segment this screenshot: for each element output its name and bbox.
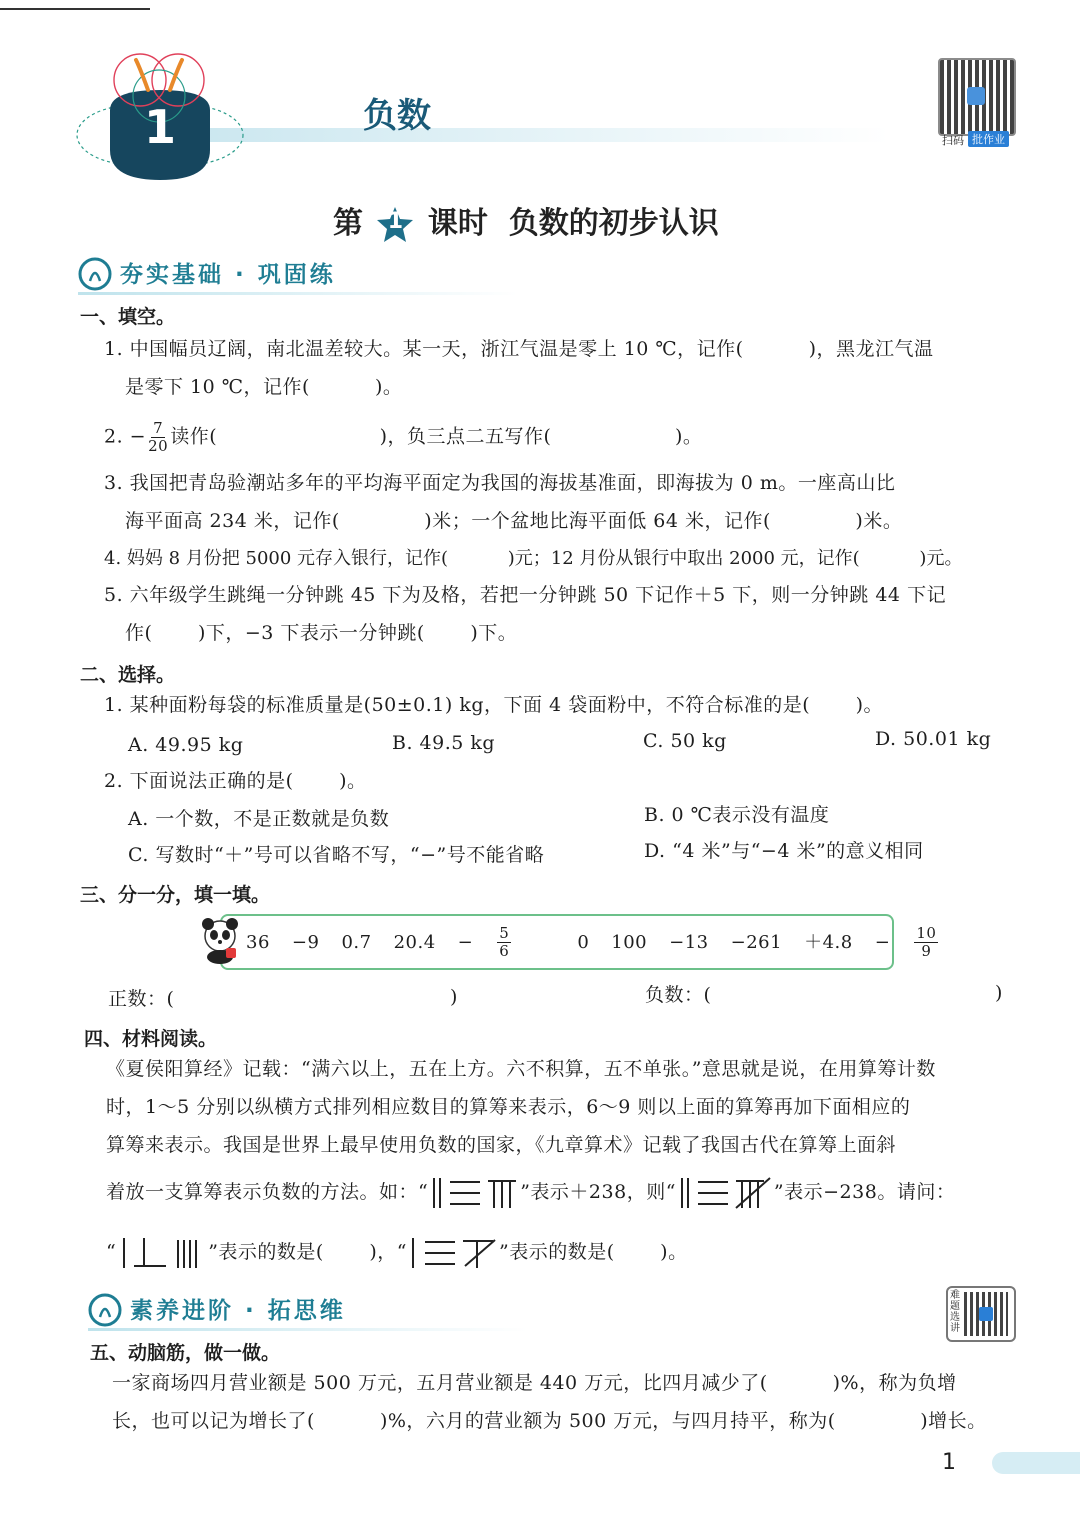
- lesson-suffix: 课时 负数的初步认识: [427, 206, 719, 241]
- part4-line5: [106, 1236, 688, 1270]
- number-list: [246, 925, 1004, 960]
- fraction-denominator: 6: [499, 942, 510, 960]
- part2-q1-option-d[interactable]: D. 50.01 kg: [875, 728, 992, 750]
- number-item: −9: [291, 931, 320, 953]
- part4-line5-b: ”表示的数是( )，“: [208, 1241, 408, 1263]
- part1-q2-prefix: 2. −: [104, 425, 147, 448]
- page-number: 1: [942, 1450, 956, 1475]
- fraction-denominator: 20: [148, 437, 169, 455]
- negative-answer-close: ): [995, 982, 1003, 1004]
- part2-heading: 二、选择。: [80, 664, 176, 686]
- lesson-number-badge: [373, 205, 417, 245]
- chapter-title: 负数: [363, 96, 431, 136]
- lesson-number: 1: [387, 208, 404, 234]
- number-item: −261: [730, 931, 783, 953]
- section-underline-2: [88, 1328, 528, 1331]
- part4-line4-a: 着放一支算筹表示负数的方法。如：“: [106, 1181, 429, 1203]
- number-item: 0.7: [341, 931, 372, 953]
- part1-q3-line1: 3. 我国把青岛验潮站多年的平均海平面定为我国的海拔基准面，即海拔为 0 m。一座高山比: [104, 472, 896, 494]
- part2-q1: 1. 某种面粉每袋的标准质量是(50±0.1) kg，下面 4 袋面粉中，不符合标准的是( )。: [104, 694, 884, 716]
- qr-scan-label: 扫码: [942, 134, 964, 147]
- part1-q2-fraction: [148, 420, 168, 455]
- part1-q1-line1: 1. 中国幅员辽阔，南北温差较大。某一天，浙江气温是零上 10 ℃，记作( )，黑龙江气温: [104, 338, 934, 360]
- part2-q1-option-c[interactable]: C. 50 kg: [643, 730, 727, 752]
- fraction-sign: −: [874, 931, 891, 953]
- section-underline: [78, 292, 518, 295]
- part4-line2: 时，1～5 分别以纵横方式排列相应数目的算筹来表示，6～9 则以上面的算筹再加下面相应的: [106, 1096, 911, 1118]
- fraction-denominator: 9: [921, 942, 932, 960]
- part1-q1-line2: 是零下 10 ℃，记作( )。: [125, 376, 403, 398]
- part1-q5-line2: 作( )下，−3 下表示一分钟跳( )下。: [125, 622, 518, 644]
- counting-rods-question-1: [116, 1236, 208, 1270]
- negative-label: 负数：(: [645, 984, 712, 1006]
- part4-heading: 四、材料阅读。: [84, 1028, 218, 1050]
- fraction-numerator: 10: [916, 924, 937, 942]
- fraction-numerator: 7: [153, 419, 164, 437]
- part2-q2-option-b[interactable]: B. 0 ℃表示没有温度: [644, 804, 830, 826]
- qr-logo-icon: [967, 87, 985, 105]
- part4-line5-a: “: [106, 1241, 117, 1263]
- number-item-fraction: [457, 924, 556, 960]
- section-title-advanced: 素养进阶 · 拓思维: [130, 1298, 346, 1324]
- part2-q1-option-a[interactable]: A. 49.95 kg: [128, 734, 244, 756]
- section-title-basic: 夯实基础 · 巩固练: [120, 262, 336, 288]
- number-item: −13: [669, 931, 709, 953]
- qr-code-top[interactable]: [938, 58, 1016, 136]
- counting-rods-negative-238: [676, 1176, 774, 1210]
- section-icon: [78, 257, 112, 291]
- chapter-number: 1: [143, 100, 176, 154]
- part4-line3: 算筹来表示。我国是世界上最早使用负数的国家，《九章算术》记载了我国古代在算筹上面斜: [106, 1134, 897, 1156]
- part4-line1: 《夏侯阳算经》记载：“满六以上，五在上方。六不积算，五不单张。”意思就是说，在用算筹计数: [106, 1058, 936, 1080]
- qr-bottom-label: 难题选讲: [950, 1290, 960, 1334]
- top-rule: [0, 8, 150, 10]
- part2-q2: 2. 下面说法正确的是( )。: [104, 770, 367, 792]
- lesson-prefix: 第: [333, 206, 363, 241]
- chapter-header-decoration: [70, 40, 1030, 190]
- qr-code-bottom[interactable]: [946, 1286, 1016, 1342]
- part2-q2-option-c[interactable]: C. 写数时“＋”号可以省略不写，“−”号不能省略: [128, 844, 545, 866]
- number-item: 36: [246, 931, 270, 953]
- part4-line4: [106, 1176, 955, 1210]
- positive-answer-close: ): [450, 986, 458, 1008]
- number-item: 20.4: [393, 931, 436, 953]
- lesson-title: [333, 198, 719, 245]
- fraction: [914, 925, 960, 960]
- page-tab-band: [992, 1452, 1080, 1474]
- number-item: 0: [577, 931, 590, 953]
- part1-heading: 一、填空。: [80, 306, 176, 328]
- part1-q3-line2: 海平面高 234 米，记作( )米；一个盆地比海平面低 64 米，记作( )米。: [125, 510, 903, 532]
- part2-q2-option-a[interactable]: A. 一个数，不是正数就是负数: [128, 808, 390, 830]
- part4-line5-c: ”表示的数是( )。: [499, 1241, 688, 1263]
- counting-rods-positive-238: [428, 1176, 520, 1210]
- part4-line4-c: ”表示−238。请问：: [773, 1181, 956, 1203]
- part5-line2: 长，也可以记为增长了( )%，六月的营业额为 500 万元，与四月持平，称为( )增长。: [112, 1410, 987, 1432]
- part2-q1-option-b[interactable]: B. 49.5 kg: [392, 732, 496, 754]
- counting-rods-question-2: [407, 1236, 499, 1270]
- qr-tag-label: 批作业: [968, 131, 1009, 147]
- section-icon-2: [88, 1293, 122, 1327]
- number-item: ＋4.8: [804, 931, 853, 953]
- number-item: 100: [611, 931, 648, 953]
- part5-line1: 一家商场四月营业额是 500 万元，五月营业额是 440 万元，比四月减少了( )%，称为负增: [112, 1372, 957, 1394]
- part1-q2-rest: 读作( )，负三点二五写作( )。: [170, 425, 703, 448]
- part1-q5-line1: 5. 六年级学生跳绳一分钟跳 45 下为及格，若把一分钟跳 50 下记作＋5 下，则一分钟跳 44 下记: [104, 584, 947, 606]
- fraction-sign: −: [457, 931, 474, 953]
- part4-line4-b: ”表示＋238，则“: [520, 1181, 676, 1203]
- part2-q2-option-d[interactable]: D. “4 米”与“−4 米”的意义相同: [644, 840, 924, 862]
- positive-label: 正数：(: [108, 988, 175, 1010]
- qr-logo-icon: [979, 1307, 993, 1321]
- fraction-numerator: 5: [499, 924, 510, 942]
- part3-heading: 三、分一分，填一填。: [80, 884, 271, 906]
- part5-heading: 五、动脑筋，做一做。: [90, 1342, 281, 1364]
- part1-q4: 4. 妈妈 8 月份把 5000 元存入银行，记作( )元；12 月份从银行中取出 2000 元，记作( )元。: [104, 548, 963, 569]
- number-item-fraction: [874, 924, 983, 960]
- fraction: [497, 925, 533, 960]
- part1-q2: [104, 420, 702, 455]
- panda-icon: [198, 916, 242, 964]
